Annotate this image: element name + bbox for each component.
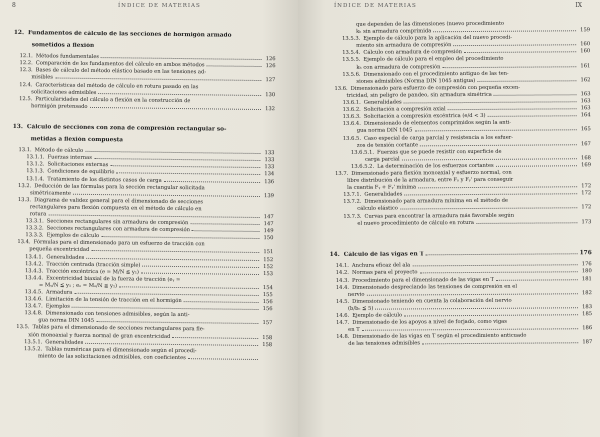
entry-page: 126	[265, 63, 276, 70]
leader-dots	[101, 236, 259, 239]
section-title: Fundamentos de cálculo de las secciones de hormigón armado	[27, 30, 232, 39]
leader-dots	[190, 223, 259, 225]
section-title: Cálculo de las vigas en T	[343, 251, 425, 258]
entry-title-cont: = Mᵧ/N ≦ y₁ ; eₒ = Mₒ/N ≦ y₁)	[38, 282, 118, 290]
entry-title: Dimensionado para esfuerzo de compresión con pequeña excen-	[350, 84, 521, 92]
leader-dots	[448, 108, 577, 110]
entry-title: Ejemplo de cálculo	[352, 312, 403, 319]
entry-title: Generalidades	[364, 191, 403, 199]
entry-title-cont: solicitaciones admisibles	[31, 88, 97, 96]
leader-dots	[422, 343, 578, 345]
leader-dots	[94, 158, 260, 161]
entry-title: Tracción centrada (tracción simple)	[46, 261, 141, 269]
entry-title: Secciones rectangulares con armadura de compresión	[46, 225, 191, 234]
entry-title-cont: gua norma DIN 1045	[356, 127, 413, 135]
entry-number: 12.2.	[19, 60, 33, 67]
entry-title-cont: la cuantía Fᵧ + Fᵧ' mínima	[347, 184, 417, 192]
entry-page: 172	[581, 204, 592, 211]
leader-dots	[188, 358, 258, 360]
leader-dots	[412, 265, 577, 267]
entry-number: 13.1.2.	[26, 161, 45, 168]
entry-number: 13.6.4.	[342, 121, 361, 128]
entry-title: Normas para el proyecto	[351, 269, 418, 277]
leader-dots	[172, 337, 258, 339]
section-gap	[330, 236, 592, 248]
section-number: 13.	[12, 123, 23, 131]
entry-page: 168	[581, 154, 591, 162]
entry-page: 139	[264, 192, 274, 199]
leader-dots	[98, 93, 261, 96]
entry-number: 13.1.	[18, 147, 32, 154]
entry-title: Ejemplos de cálculo	[46, 232, 100, 240]
entry-number: 12.4.	[19, 81, 33, 88]
entry-page: 133	[264, 164, 275, 171]
leader-dots	[426, 253, 578, 255]
entry-page: 163	[580, 98, 591, 105]
leader-dots	[477, 80, 576, 82]
entry-title-cont: el nuevo procedimiento de cálculo en rotura	[357, 219, 475, 227]
leader-dots	[400, 208, 577, 210]
leader-dots	[73, 193, 260, 196]
entry-page: 133	[264, 150, 275, 157]
entry-title: Dimensionado despreciando las tensiones de compresión en el	[352, 283, 518, 291]
entry-title: Generalidades	[46, 253, 85, 261]
entry-page: 156	[262, 299, 273, 306]
entry-page: 136	[264, 178, 275, 185]
entry-title: Curvas para encontrar la armadura más favorable según	[364, 212, 515, 220]
entry-number: 13.5.3.	[342, 35, 361, 43]
entry-number: 14.1.	[335, 263, 349, 270]
leader-dots	[90, 107, 261, 110]
entry-page: 154	[262, 284, 273, 292]
entry-number: 13.7.2.	[343, 199, 362, 206]
entry-number: 12.3.	[19, 67, 33, 74]
leader-dots	[362, 328, 578, 331]
leader-dots	[164, 180, 260, 182]
entry-page: 172	[581, 183, 592, 190]
entry-page: 158	[262, 341, 273, 348]
entry-title: Fuerzas internas	[47, 154, 92, 162]
entry-page: 183	[582, 304, 593, 311]
entry-page: 163	[580, 105, 591, 112]
entry-title: Solicitaciones externas	[47, 161, 109, 169]
entry-number: 13.6.5.2.	[350, 163, 375, 170]
leader-dots	[433, 30, 576, 32]
entry-title: Caso especial de carga parcial y resistencia a los esfuer-	[363, 134, 514, 142]
entry-title: Dimensionado de los apoyos a nivel de forjado, como vigas	[352, 318, 507, 326]
entry-number: 13.1.1.	[26, 154, 45, 161]
leader-dots	[72, 307, 259, 310]
leader-dots	[184, 301, 259, 303]
entry-title: Diagrama de validez general para el dimensionado de secciones	[34, 197, 204, 206]
entry-page: 169	[581, 162, 592, 169]
entry-title: Procedimiento para el dimensionado de las vigas en T	[351, 276, 495, 284]
entry-page: 165	[580, 126, 591, 133]
entry-page: 152	[263, 263, 274, 270]
leader-dots	[442, 66, 576, 68]
entry-title-cont: siones admisibles (Norma DIN 1045 antigua)	[356, 77, 476, 85]
right-page	[298, 0, 600, 437]
entry-page: 150	[263, 235, 274, 242]
entry-title-cont: simétricamente	[29, 189, 72, 197]
entry-page: 185	[582, 311, 593, 318]
entry-title-cont: miento sin armadura de compresión	[356, 42, 452, 50]
page-number: IX	[575, 2, 582, 9]
entry-title-cont: carga parcial	[364, 156, 400, 163]
entry-title-cont: de las tensiones admisibles	[348, 340, 421, 348]
entry-title: Tablas numéricas para el dimensionado según el procedi-	[45, 346, 197, 355]
running-head: ÍNDICE DE MATERIAS	[118, 3, 201, 9]
entry-number: 13.6.2.	[342, 106, 361, 114]
entry-title: Dimensionado de elementos comprimidos según la anti-	[363, 120, 512, 128]
entry-page: 157	[262, 320, 273, 327]
leader-dots	[96, 321, 258, 324]
entry-number: 13.4.8.	[24, 310, 43, 317]
section-number: 12.	[13, 29, 25, 37]
entry-page: 164	[580, 112, 591, 119]
toc-entry-continuation	[330, 340, 592, 349]
entry-page: 160	[580, 48, 591, 55]
entry-page: 162	[580, 76, 591, 83]
entry-number: 13.4.4.	[24, 274, 44, 282]
entry-title: Generalidades	[45, 339, 84, 346]
entry-page: 180	[581, 268, 592, 275]
entry-title: Tracción excéntrica (e = M/N ≦ y₁)	[46, 268, 140, 276]
entry-title: Dimensionado de las vigas en T según el procedimiento anticuado	[352, 332, 527, 341]
leader-dots	[496, 279, 578, 281]
entry-number: 13.4.7.	[24, 303, 43, 310]
entry-page: 132	[265, 105, 276, 113]
entry-number: 13.7.3.	[343, 213, 362, 220]
entry-number: 13.4.2.	[25, 260, 44, 267]
entry-page: 147	[263, 214, 274, 221]
entry-title-cont: pequeña excentricidad	[29, 246, 90, 254]
entry-title-cont: gua norma DIN 1045	[38, 317, 95, 325]
entry-title-cont: hormigón pretensado	[30, 103, 88, 110]
entry-title-cont: xión monoaxial y fuerza normal de gran excentricidad	[28, 331, 171, 340]
entry-number: 13.5.6.	[342, 71, 361, 78]
entry-title: Dimensionado para flexión monoaxial y esfuerzo normal, con	[351, 169, 512, 177]
entry-title: La determinación de los esfuerzos cortantes	[377, 162, 494, 170]
entry-number: 14.3.	[335, 277, 350, 284]
entry-title-cont: libre distribución de la armadura, entre Fᵧ y Fᵧ' para conseguir	[347, 176, 514, 184]
entry-title: Secciones rectangulares sin armadura de compresión	[46, 218, 189, 227]
entry-title-cont: tricidad, sin peligro de pandeo, sin armadura simétrica	[346, 91, 492, 99]
entry-page: 151	[263, 249, 274, 256]
leader-dots	[86, 257, 259, 260]
toc-left	[10, 26, 276, 363]
entry-number: 14.6.	[336, 312, 350, 319]
entry-title-cont: (b/bₒ ≦ 5)	[347, 305, 374, 312]
entry-page: 149	[263, 228, 274, 235]
entry-number: 13.4.5.	[24, 289, 43, 296]
leader-dots	[74, 293, 258, 296]
section-title-cont-text: metidas a flexión compuesta	[30, 135, 124, 143]
entry-title: Dimensionado con el procedimiento antiguo de las ten-	[363, 70, 509, 78]
entry-page: 173	[581, 218, 592, 225]
entry-number: 13.4.6.	[24, 296, 43, 303]
entry-title: Solicitación a compresión excéntrica (e/d < 3)	[363, 113, 486, 120]
entry-number: 13.4.1.	[25, 253, 44, 260]
entry-title: Ejemplo de cálculo para el empleo del procedimiento	[363, 56, 504, 64]
leader-dots	[402, 158, 577, 160]
entry-title-cont: nervio	[347, 291, 365, 298]
entry-title: Método de cálculo	[34, 147, 84, 154]
leader-dots	[496, 165, 577, 167]
section-number: 14.	[329, 251, 340, 258]
leader-dots	[101, 57, 262, 60]
section-title-cont-text: sometidos a flexión	[31, 41, 95, 49]
entry-title: Bases de cálculo del método elástico basado en las tensiones ad-	[35, 67, 207, 76]
entry-title: Dimensionado con tensiones admisibles, según la anti-	[45, 310, 190, 319]
leader-dots	[367, 293, 578, 295]
entry-title: Tablas para el dimensionado de secciones rectangulares para fle-	[32, 324, 205, 333]
entry-title: Limitación de la tensión de tracción en el hormigón	[45, 296, 182, 305]
entry-title-cont: que dependen de las dimensiones (nuevo procedimiento	[355, 20, 505, 28]
leader-dots	[488, 115, 577, 117]
section-title: Cálculo de secciones con zona de compresión rectangular so-	[26, 124, 227, 133]
entry-number: 14.2.	[335, 270, 349, 277]
entry-number: 13.6.	[334, 85, 348, 92]
entry-title: Tratamiento de los distintos casos de carga	[47, 175, 162, 184]
entry-page: 182	[581, 289, 592, 296]
section-heading	[14, 30, 276, 41]
entry-page: 186	[582, 325, 593, 332]
entry-page: 176	[579, 249, 592, 256]
leader-dots	[453, 45, 576, 47]
entry-title-cont: rectangulares para flexión compuesta en el método de cálculo en	[29, 204, 202, 213]
leader-dots	[141, 272, 259, 274]
entry-title: Anchura eficaz del ala	[351, 262, 411, 270]
toc-right	[328, 20, 592, 348]
entry-number: 14.4.	[335, 284, 350, 291]
entry-number: 13.3.	[17, 196, 32, 204]
leader-dots	[192, 230, 260, 232]
entry-page: 161	[580, 62, 591, 69]
leader-dots	[48, 214, 259, 218]
entry-number: 13.1.3.	[26, 168, 45, 175]
entry-title: Ejemplo de cálculo para la aplicación del nuevo procedi-	[363, 34, 513, 42]
leader-dots	[207, 66, 262, 68]
entry-page: 133	[264, 157, 275, 164]
leader-dots	[464, 52, 576, 54]
leader-dots	[119, 286, 259, 289]
entry-number: 13.4.3.	[24, 267, 44, 275]
entry-number: 13.2.	[18, 182, 32, 189]
leader-dots	[418, 186, 577, 188]
leader-dots	[91, 250, 259, 253]
entry-title: Fórmulas para el dimensionado para un esfuerzo de tracción con	[33, 239, 205, 248]
entry-page: 130	[265, 91, 276, 98]
entry-title: Características del método de cálculo en rotura pasado en las	[35, 81, 199, 90]
entry-page: 155	[262, 292, 273, 299]
entry-page: 172	[581, 190, 592, 197]
entry-number: 13.6.3.	[342, 113, 361, 121]
leader-dots	[414, 130, 576, 132]
leader-dots	[419, 272, 577, 274]
entry-title: Dimensionado para armadura mínima en el método de	[364, 198, 509, 206]
entry-number: 12.5.	[19, 95, 33, 102]
entry-number: 13.3.3.	[25, 232, 44, 239]
leader-dots	[404, 314, 578, 316]
entry-page: 181	[581, 275, 592, 282]
leader-dots	[375, 307, 578, 309]
left-page	[0, 0, 298, 437]
entry-page: 187	[582, 339, 593, 346]
leader-dots	[420, 144, 577, 146]
entry-page: 176	[581, 261, 592, 268]
entry-title-cont: miento de las solicitaciones admisibles, con coeficientes	[37, 353, 186, 361]
entry-number: 13.5.4.	[342, 50, 361, 57]
entry-number: 14.8.	[336, 334, 350, 341]
entry-title-cont: zos de tensión cortante	[356, 141, 419, 149]
entry-number: 13.5.1.	[24, 338, 43, 346]
entry-title: Generalidades	[363, 99, 402, 106]
entry-title: Deducción de las fórmulas para la sección rectangular solicitada	[34, 182, 205, 191]
page-number: 8	[12, 2, 16, 9]
entry-title-cont: cálculo elástico	[357, 205, 398, 213]
entry-number: 13.1.4.	[26, 175, 45, 182]
entry-number: 13.7.1.	[343, 192, 362, 199]
section-heading	[13, 124, 275, 135]
leader-dots	[85, 343, 258, 346]
entry-number: 13.7.	[335, 170, 349, 177]
entry-number: 14.5.	[335, 298, 350, 305]
entry-number: 13.3.2.	[25, 225, 44, 232]
entry-page: 152	[263, 256, 274, 263]
entry-number: 13.6.5.	[342, 135, 361, 142]
entry-title: Cálculo con armadura de compresión	[363, 49, 462, 57]
entry-number: 13.6.5.1.	[350, 149, 375, 156]
entry-title: Particularidades del cálculo a flexión en la construcción de	[35, 96, 191, 104]
entry-title: Excentricidad biaxial de la fuerza de tracción (eᵧ =	[46, 275, 181, 283]
entry-title-cont: misibles	[31, 74, 54, 81]
leader-dots	[494, 94, 577, 96]
entry-number: 13.5.	[16, 324, 30, 331]
entry-number: 13.6.1.	[342, 99, 361, 106]
entry-title-cont: rotura	[29, 211, 47, 218]
entry-number: 13.3.1.	[25, 218, 44, 225]
entry-title: Métodos fundamentales	[35, 53, 100, 61]
entry-title: Ejemplos	[45, 303, 70, 310]
entry-page: 126	[265, 56, 276, 63]
entry-title: Solicitación a compresión axial	[363, 106, 446, 113]
section-gap	[13, 110, 275, 123]
entry-title: Armadura	[45, 289, 73, 296]
entry-title-cont: en T	[348, 326, 360, 334]
entry-number: 13.4.	[17, 239, 31, 246]
entry-title: Fuerzas que se puede resistir con superficie de	[376, 148, 502, 156]
entry-page: 158	[262, 334, 273, 341]
entry-title: Condiciones de equilibrio	[47, 168, 115, 176]
leader-dots	[85, 151, 260, 154]
leader-dots	[142, 265, 259, 267]
entry-number: 13.5.2.	[24, 345, 43, 353]
leader-dots	[476, 222, 577, 224]
leader-dots	[404, 194, 577, 196]
leader-dots	[55, 78, 261, 82]
entry-page: 134	[264, 171, 275, 178]
entry-number: 14.7.	[336, 319, 350, 327]
entry-title: Comparación de los fundamentos del cálculo en ambos métodos	[35, 60, 205, 69]
leader-dots	[117, 173, 261, 176]
entry-page: 160	[580, 41, 591, 48]
entry-page: 147	[263, 221, 274, 228]
leader-dots	[110, 165, 260, 168]
entry-page: 127	[265, 77, 276, 84]
entry-page: 156	[262, 306, 273, 313]
running-head: ÍNDICE DE MATERIAS	[334, 3, 417, 9]
entry-page: 163	[580, 91, 591, 98]
entry-title-cont: kₕ con armadura de compresión	[356, 63, 441, 71]
entry-page: 153	[263, 270, 274, 277]
entry-title: Dimensionado teniendo en cuenta la colaboración del nervio	[352, 297, 512, 305]
entry-page: 167	[580, 140, 591, 147]
entry-title-cont: kₕ sin armadura comprimida	[356, 28, 432, 35]
entry-number: 12.1.	[19, 53, 33, 60]
entry-number: 13.5.5.	[342, 57, 361, 64]
leader-dots	[404, 101, 577, 103]
entry-page: 159	[580, 27, 591, 34]
